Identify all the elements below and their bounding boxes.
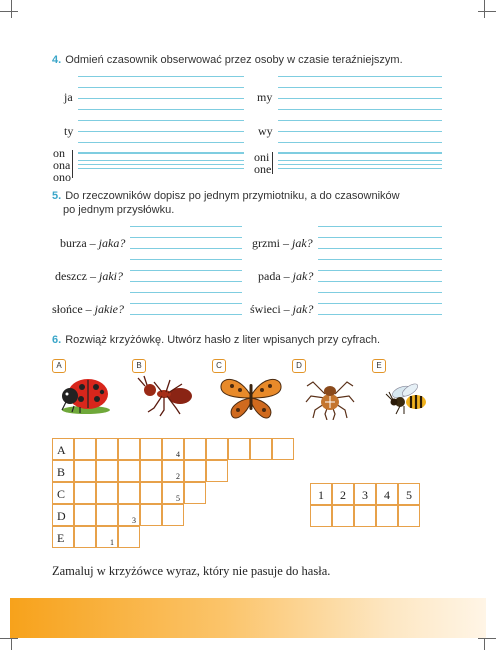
writing-line[interactable]	[278, 160, 442, 161]
crossword-cell[interactable]	[118, 438, 140, 460]
crossword-cell[interactable]	[206, 460, 228, 482]
crossword-cell[interactable]	[96, 460, 118, 482]
writing-line[interactable]	[278, 142, 442, 143]
pronoun-my: my	[257, 90, 273, 104]
crossword-cell[interactable]	[74, 460, 96, 482]
writing-line[interactable]	[130, 248, 242, 249]
crossword-cell[interactable]	[96, 438, 118, 460]
crossword-cell[interactable]	[162, 504, 184, 526]
writing-line[interactable]	[278, 131, 442, 132]
writing-line[interactable]	[78, 87, 244, 88]
crossword-cell[interactable]	[162, 460, 184, 482]
writing-line[interactable]	[78, 160, 244, 161]
spider-illustration	[305, 374, 355, 420]
answer-number-cell: 2	[332, 483, 354, 505]
crossword-cell-number: 3	[132, 516, 136, 525]
picture-label-e: E	[372, 359, 386, 373]
bee-illustration	[384, 378, 434, 418]
crossword-cell[interactable]	[118, 460, 140, 482]
writing-line[interactable]	[78, 164, 244, 165]
crossword-cell[interactable]	[74, 482, 96, 504]
crossword-cell[interactable]	[118, 504, 140, 526]
writing-line[interactable]	[78, 120, 244, 121]
writing-line[interactable]	[278, 120, 442, 121]
crossword-cell[interactable]	[272, 438, 294, 460]
writing-line[interactable]	[130, 314, 242, 315]
crossword-cell-number: 1	[110, 538, 114, 547]
crossword-cell[interactable]	[228, 438, 250, 460]
writing-line[interactable]	[78, 109, 244, 110]
crossword-cell[interactable]	[140, 504, 162, 526]
answer-number-cell: 5	[398, 483, 420, 505]
answer-number-cell: 3	[354, 483, 376, 505]
crossword-cell[interactable]	[250, 438, 272, 460]
crossword-cell[interactable]	[74, 526, 96, 548]
writing-line[interactable]	[130, 292, 242, 293]
pronoun-ono: ono	[53, 170, 71, 184]
task-5-instruction	[52, 189, 400, 217]
writing-line[interactable]	[318, 303, 442, 304]
crossword-cell[interactable]	[140, 438, 162, 460]
answer-letter-cell[interactable]	[310, 505, 332, 527]
crossword-cell[interactable]	[184, 438, 206, 460]
noun-deszcz: deszcz – jaki?	[55, 269, 123, 283]
pronoun-oni: oni	[254, 150, 270, 164]
crop-mark	[0, 11, 18, 12]
task-6-instruction	[52, 334, 380, 346]
writing-line[interactable]	[130, 259, 242, 260]
pronoun-ty: ty	[64, 124, 74, 138]
writing-line[interactable]	[278, 168, 442, 169]
crossword-row-label: D	[52, 504, 74, 526]
answer-number-cell: 4	[376, 483, 398, 505]
writing-line[interactable]	[318, 270, 442, 271]
crossword-cell[interactable]	[74, 504, 96, 526]
answer-letter-cell[interactable]	[398, 505, 420, 527]
ant-illustration	[136, 372, 196, 418]
writing-line[interactable]	[130, 303, 242, 304]
writing-line[interactable]	[318, 314, 442, 315]
crossword-cell[interactable]	[162, 438, 184, 460]
writing-line[interactable]	[318, 292, 442, 293]
writing-line[interactable]	[278, 87, 442, 88]
writing-line[interactable]	[78, 76, 244, 77]
task-number: 5.	[52, 190, 62, 202]
writing-line[interactable]	[278, 153, 442, 154]
pronoun-ona: ona	[53, 158, 71, 172]
pronoun-brace	[72, 150, 73, 178]
task-text: Rozwiąż krzyżówkę. Utwórz hasło z liter wpisanych przy cyfrach.	[65, 334, 380, 346]
writing-line[interactable]	[278, 109, 442, 110]
writing-line[interactable]	[278, 164, 442, 165]
crossword-cell[interactable]	[140, 460, 162, 482]
writing-line[interactable]	[278, 76, 442, 77]
answer-letter-cell[interactable]	[354, 505, 376, 527]
writing-line[interactable]	[318, 281, 442, 282]
crop-mark	[478, 11, 496, 12]
crossword-cell[interactable]	[96, 526, 118, 548]
writing-line[interactable]	[130, 270, 242, 271]
crossword-row-label: A	[52, 438, 74, 460]
crossword-cell[interactable]	[96, 482, 118, 504]
crossword-cell[interactable]	[74, 438, 96, 460]
crossword-cell[interactable]	[162, 482, 184, 504]
picture-label-d: D	[292, 359, 306, 373]
crop-mark	[484, 0, 485, 18]
answer-letter-cell[interactable]	[376, 505, 398, 527]
pronoun-brace	[272, 152, 273, 174]
crossword-cell[interactable]	[184, 482, 206, 504]
pronoun-wy: wy	[258, 124, 273, 138]
answer-letter-cell[interactable]	[332, 505, 354, 527]
writing-line[interactable]	[78, 142, 244, 143]
verb-grzmi: grzmi – jak?	[252, 236, 313, 250]
writing-line[interactable]	[78, 153, 244, 154]
picture-label-a: A	[52, 359, 66, 373]
writing-line[interactable]	[78, 131, 244, 132]
task-4-instruction	[52, 54, 403, 66]
closing-instruction: Zamaluj w krzyżówce wyraz, który nie pasuje do hasła.	[52, 564, 331, 578]
writing-line[interactable]	[318, 237, 442, 238]
crossword-cell[interactable]	[206, 438, 228, 460]
pronoun-on: on	[53, 146, 65, 160]
crossword-cell[interactable]	[118, 526, 140, 548]
noun-burza: burza – jaka?	[60, 236, 126, 250]
writing-line[interactable]	[130, 281, 242, 282]
crossword-cell[interactable]	[140, 482, 162, 504]
footer-band	[10, 598, 486, 638]
picture-label-b: B	[132, 359, 146, 373]
pronoun-one: one	[254, 162, 272, 176]
crossword-cell[interactable]	[184, 460, 206, 482]
noun-slonce: słońce – jakie?	[52, 302, 124, 316]
pronoun-ja: ja	[64, 90, 73, 104]
ladybug-illustration	[56, 372, 114, 416]
task-number: 6.	[52, 334, 62, 346]
writing-line[interactable]	[78, 168, 244, 169]
crossword-cell[interactable]	[96, 504, 118, 526]
crop-mark	[478, 638, 496, 639]
writing-line[interactable]	[278, 152, 442, 153]
writing-line[interactable]	[318, 226, 442, 227]
task-text: Odmień czasownik obserwować przez osoby w czasie teraźniejszym.	[65, 54, 403, 66]
writing-line[interactable]	[130, 237, 242, 238]
picture-label-c: C	[212, 359, 226, 373]
crossword-row-label: E	[52, 526, 74, 548]
task-text-line2: po jednym przysłówku.	[63, 204, 175, 216]
answer-number-cell: 1	[310, 483, 332, 505]
crossword-cell-number: 4	[176, 450, 180, 459]
writing-line[interactable]	[78, 152, 244, 153]
task-number: 4.	[52, 54, 62, 66]
verb-swieci: świeci – jak?	[250, 302, 314, 316]
crossword-row-label: B	[52, 460, 74, 482]
writing-line[interactable]	[130, 226, 242, 227]
writing-line[interactable]	[318, 259, 442, 260]
crossword-row-label: C	[52, 482, 74, 504]
crossword-cell-number: 5	[176, 494, 180, 503]
crossword-cell[interactable]	[118, 482, 140, 504]
crop-mark	[11, 0, 12, 18]
writing-line[interactable]	[78, 98, 244, 99]
writing-line[interactable]	[278, 98, 442, 99]
crossword-cell-number: 2	[176, 472, 180, 481]
task-text-line1: Do rzeczowników dopisz po jednym przymiotniku, a do czasowników	[65, 190, 400, 202]
writing-line[interactable]	[318, 248, 442, 249]
crop-mark	[0, 638, 18, 639]
butterfly-illustration	[218, 374, 284, 422]
verb-pada: pada – jak?	[258, 269, 314, 283]
